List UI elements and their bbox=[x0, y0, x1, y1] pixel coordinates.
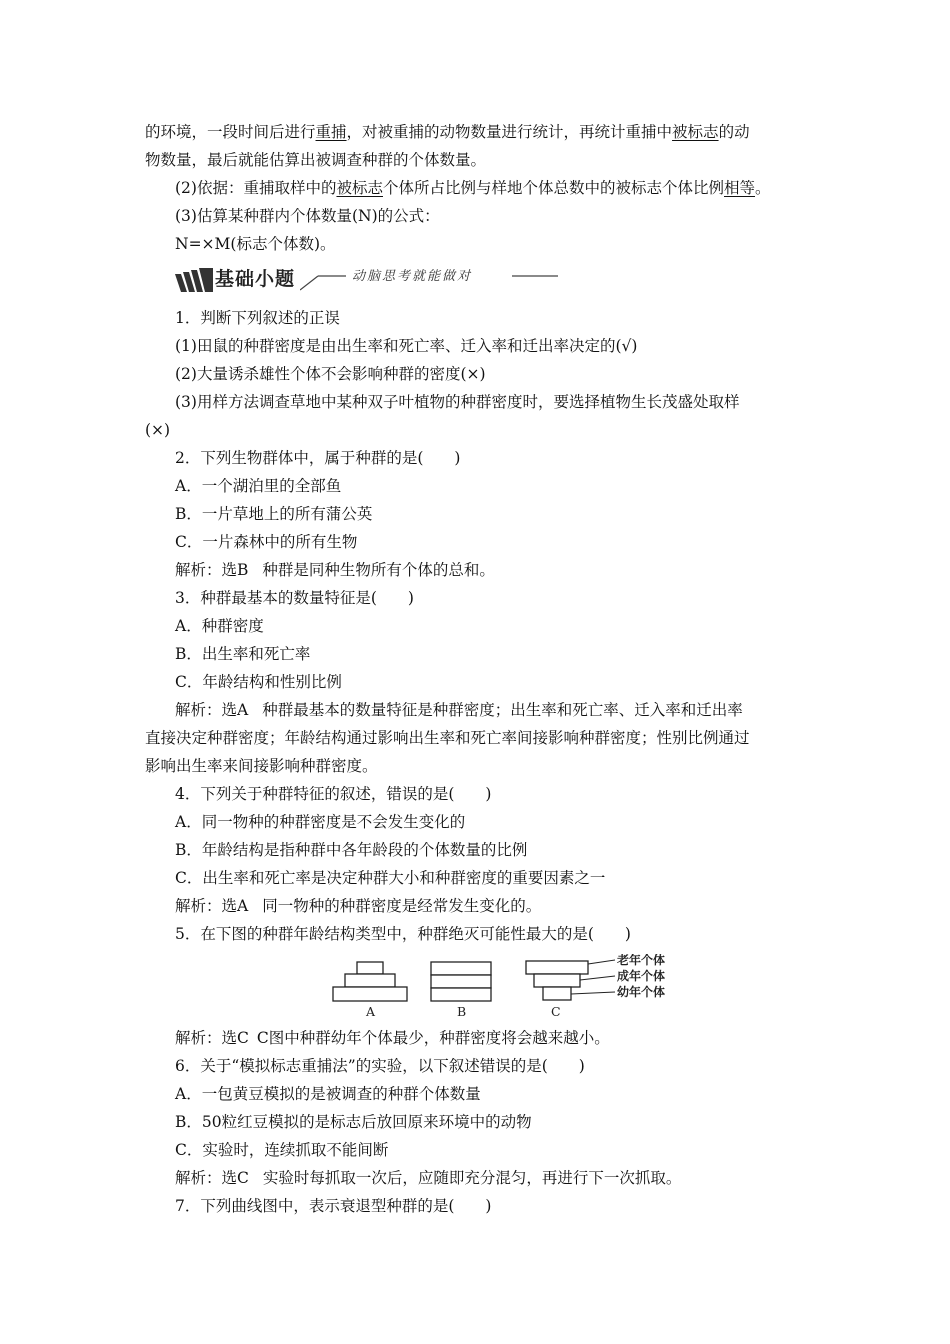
underlined-term: 被标志 bbox=[336, 179, 383, 197]
page-body bbox=[145, 118, 820, 1220]
question-stem: 6．关于“模拟标志重捕法”的实验，以下叙述错误的是( ) bbox=[175, 1057, 585, 1075]
option-b: B．一片草地上的所有蒲公英 bbox=[175, 505, 373, 523]
leader-line bbox=[588, 960, 615, 964]
answer-explanation: 解析：选C 实验时每抓取一次后，应随即充分混匀，再进行下一次抓取。 bbox=[175, 1169, 682, 1187]
intro-line-1: 的环境，一段时间后进行重捕，对被重捕的动物数量进行统计，再统计重捕中被标志的动 bbox=[145, 123, 750, 141]
question-7 bbox=[145, 1192, 820, 1220]
answer-explanation: 解析：选A 种群最基本的数量特征是种群密度；出生率和死亡率、迁入率和迁出率 bbox=[175, 701, 743, 719]
option-a: A．同一物种的种群密度是不会发生变化的 bbox=[175, 813, 466, 831]
answer-explanation-continued: 直接决定种群密度；年龄结构通过影响出生率和死亡率间接影响种群密度；性别比例通过 bbox=[145, 729, 750, 747]
underlined-term: 相等 bbox=[724, 179, 756, 197]
option-b: B．年龄结构是指种群中各年龄段的个体数量的比例 bbox=[175, 841, 528, 859]
statement: (1)田鼠的种群密度是由出生率和死亡率、迁入率和迁出率决定的(√) bbox=[175, 337, 638, 355]
formula: N=×M(标志个体数)。 bbox=[175, 235, 336, 253]
intro-line-2: 物数量，最后就能估算出被调查种群的个体数量。 bbox=[145, 151, 487, 169]
underlined-term: 被标志 bbox=[672, 123, 719, 141]
underlined-term: 重捕 bbox=[315, 123, 347, 141]
answer-explanation: 解析：选A 同一物种的种群密度是经常发生变化的。 bbox=[175, 897, 542, 915]
option-c: C．实验时，连续抓取不能间断 bbox=[175, 1141, 389, 1159]
option-b: B．50粒红豆模拟的是标志后放回原来环境中的动物 bbox=[175, 1113, 532, 1131]
section-banner bbox=[145, 260, 820, 298]
option-c: C．出生率和死亡率是决定种群大小和种群密度的重要因素之一 bbox=[175, 869, 606, 887]
formula-title: (3)估算某种群内个体数量(N)的公式： bbox=[175, 207, 440, 225]
banner-title: 基础小题 bbox=[215, 268, 296, 290]
option-c: C．年龄结构和性别比例 bbox=[175, 673, 342, 691]
question-6 bbox=[145, 1052, 820, 1192]
pyramid-a bbox=[333, 962, 407, 1001]
label-b: B bbox=[457, 1004, 467, 1019]
statement: (3)用样方法调查草地中某种双子叶植物的种群密度时，要选择植物生长茂盛处取样 bbox=[175, 393, 740, 411]
legend-young: 幼年个体 bbox=[617, 985, 666, 999]
question-1 bbox=[145, 304, 820, 444]
answer-explanation-continued: 影响出生率来间接影响种群密度。 bbox=[145, 757, 378, 775]
legend-old: 老年个体 bbox=[617, 954, 666, 967]
label-a: A bbox=[366, 1004, 376, 1019]
question-3 bbox=[145, 584, 820, 780]
legend-adult: 成年个体 bbox=[617, 969, 666, 983]
statement-continued: (×) bbox=[145, 421, 171, 439]
label-c: C bbox=[551, 1004, 561, 1019]
question-4 bbox=[145, 780, 820, 920]
age-pyramids bbox=[145, 954, 820, 1020]
question-stem: 4．下列关于种群特征的叙述，错误的是( ) bbox=[175, 785, 492, 803]
answer-explanation: 解析：选C C图中种群幼年个体最少，种群密度将会越来越小。 bbox=[175, 1029, 610, 1047]
question-stem: 1．判断下列叙述的正误 bbox=[175, 309, 340, 327]
option-a: A．种群密度 bbox=[175, 617, 264, 635]
leader-line bbox=[571, 992, 615, 994]
question-stem: 2．下列生物群体中，属于种群的是( ) bbox=[175, 449, 461, 467]
pyramid-b bbox=[431, 962, 491, 1001]
banner-stripes-icon bbox=[175, 268, 213, 292]
answer-explanation: 解析：选B 种群是同种生物所有个体的总和。 bbox=[175, 561, 495, 579]
banner-subtitle: 动脑思考就能做对 bbox=[352, 269, 473, 284]
option-a: A．一个湖泊里的全部鱼 bbox=[175, 477, 342, 495]
question-stem: 7．下列曲线图中，表示衰退型种群的是( ) bbox=[175, 1197, 492, 1215]
statement: (2)大量诱杀雄性个体不会影响种群的密度(×) bbox=[175, 365, 486, 383]
leader-line bbox=[580, 976, 615, 980]
basis-line: (2)依据：重捕取样中的被标志个体所占比例与样地个体总数中的被标志个体比例相等。 bbox=[175, 179, 771, 197]
question-2 bbox=[145, 444, 820, 584]
question-5 bbox=[145, 920, 820, 1052]
option-b: B．出生率和死亡率 bbox=[175, 645, 311, 663]
age-structure-figure bbox=[145, 954, 820, 1020]
question-stem: 3．种群最基本的数量特征是( ) bbox=[175, 589, 414, 607]
option-a: A．一包黄豆模拟的是被调查的种群个体数量 bbox=[175, 1085, 481, 1103]
option-c: C．一片森林中的所有生物 bbox=[175, 533, 358, 551]
question-stem: 5．在下图的种群年龄结构类型中，种群绝灭可能性最大的是( ) bbox=[175, 925, 631, 943]
